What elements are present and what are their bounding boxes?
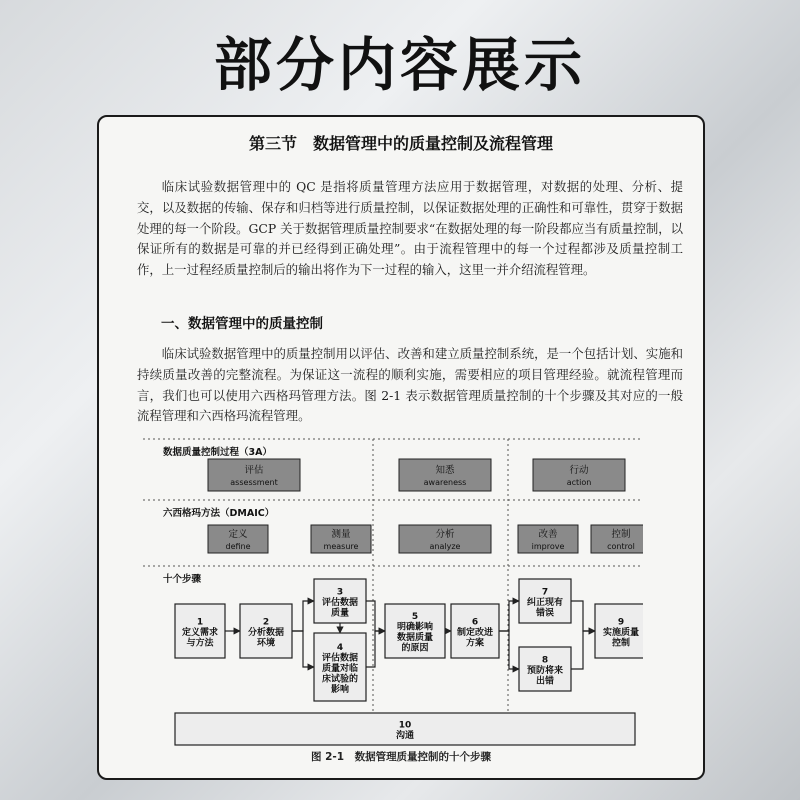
step-6-label: 制定改进 — [456, 627, 494, 638]
step-3-number: 3 — [336, 587, 344, 598]
box-3a-action-cn: 行动 — [569, 465, 589, 476]
step-9-label: 实施质量 — [602, 627, 640, 638]
row-label-dmaic: 六西格玛方法（DMAIC） — [163, 508, 275, 519]
box-3a-assessment-en: assessment — [230, 478, 278, 487]
figure-caption: 图 2-1 数据管理质量控制的十个步骤 — [310, 751, 492, 763]
box-dmaic-improve-cn: 改善 — [538, 529, 558, 540]
step-4-label: 评估数据 — [321, 653, 359, 664]
document-page — [97, 115, 705, 780]
box-dmaic-measure-cn: 测量 — [331, 529, 351, 540]
subheading: 一、数据管理中的质量控制 — [161, 316, 323, 332]
row-label-3a: 数据质量控制过程（3A） — [163, 447, 272, 458]
paragraph-intro: 临床试验数据管理中的 QC 是指将质量管理方法应用于数据管理，对数据的处理、分析、提交，以及数据的传输、保存和归档等进行质量控制，以保证数据处理的正确性和可靠性，贯穿于数据处理的每一个阶段。GCP 关于数据管理质量控制要求“在数据处理的每一阶段都应当有质量控制，以保证所有的数据是可靠的并已经得到正确处理”。由于流程管理中的每一个过程都涉及质量控制工作，上一过程经质量控制后的输出将作为下一过程的输入，这里一并介绍流程管理。 — [137, 179, 684, 278]
row-label-steps: 十个步骤 — [163, 574, 202, 585]
step-4-number: 4 — [336, 642, 344, 653]
box-3a-action-en: action — [566, 478, 592, 487]
box-dmaic-analyze-en: analyze — [429, 542, 461, 551]
step-2-label: 环境 — [256, 638, 276, 649]
step-10 — [175, 713, 635, 745]
box-3a-assessment-cn: 评估 — [244, 465, 264, 476]
step-3-label: 质量 — [330, 608, 350, 619]
step-7 — [519, 579, 571, 623]
step-9-number: 9 — [617, 617, 625, 628]
step-10-number: 10 — [398, 720, 412, 731]
box-dmaic-control-en: control — [607, 542, 635, 551]
row-3a-boxes — [208, 459, 625, 491]
box-3a-awareness-cn: 知悉 — [435, 465, 455, 476]
box-dmaic-control-cn: 控制 — [611, 529, 631, 540]
step-5-label: 明确影响 — [396, 622, 434, 633]
box-dmaic-measure-en: measure — [323, 542, 359, 551]
arrow-3-5 — [366, 601, 385, 631]
step-4-label: 床试验的 — [321, 674, 359, 685]
step-2-label: 分析数据 — [247, 627, 285, 638]
box-3a-awareness-en: awareness — [423, 478, 467, 487]
step-8-number: 8 — [541, 655, 549, 666]
step-1-number: 1 — [196, 617, 204, 628]
box-dmaic-improve-en: improve — [531, 542, 565, 551]
step-3-label: 评估数据 — [321, 597, 359, 608]
arrow-4-5 — [366, 631, 385, 667]
step-8-label: 预防将来 — [526, 665, 564, 676]
arrow-2-3 — [292, 601, 314, 631]
step-3 — [314, 579, 366, 623]
step-9 — [595, 604, 643, 658]
step-4-label: 影响 — [330, 684, 350, 695]
step-8-label: 出错 — [535, 676, 555, 687]
step-7-label: 纠正现有 — [526, 597, 564, 608]
step-5-label: 数据质量 — [396, 633, 434, 643]
step-6 — [451, 604, 499, 658]
arrow-6-7 — [499, 601, 519, 631]
step-4 — [314, 633, 366, 701]
step-1 — [175, 604, 225, 658]
row-dmaic-boxes — [208, 525, 643, 553]
banner-title: 部分内容展示 — [213, 31, 586, 99]
step-4-label: 质量对临 — [321, 663, 359, 674]
step-7-number: 7 — [541, 587, 549, 598]
step-1-label: 与方法 — [186, 638, 214, 649]
step-9-label: 控制 — [611, 638, 631, 649]
arrow-2-4 — [292, 631, 314, 667]
step-2 — [240, 604, 292, 658]
step-10-label: 沟通 — [395, 731, 415, 741]
step-1-label: 定义需求 — [181, 627, 219, 638]
step-5-label: 的原因 — [401, 643, 429, 654]
arrow-6-8 — [499, 631, 519, 669]
paragraph-qc: 临床试验数据管理中的质量控制用以评估、改善和建立质量控制系统，是一个包括计划、实施和持续质量改善的完整流程。为保证这一流程的顺利实施，需要相应的项目管理经验。就流程管理而言，我们也可以使用六西格玛管理方法。图 2-1 表示数据管理质量控制的十个步骤及其对应的一般流程管理和六西格玛流程管理。 — [137, 346, 683, 424]
box-dmaic-analyze-cn: 分析 — [435, 529, 455, 540]
step-7-label: 错误 — [535, 608, 555, 619]
steps-flow — [175, 579, 643, 745]
box-dmaic-define-en: define — [225, 542, 251, 551]
arrow-7-9 — [571, 601, 595, 631]
step-5 — [385, 604, 445, 658]
arrow-8-9 — [571, 631, 595, 669]
step-5-number: 5 — [411, 612, 419, 622]
step-8 — [519, 647, 571, 691]
box-dmaic-define-cn: 定义 — [228, 529, 248, 540]
step-2-number: 2 — [262, 617, 270, 628]
step-6-label: 方案 — [465, 638, 485, 649]
section-title: 第三节 数据管理中的质量控制及流程管理 — [248, 134, 553, 153]
step-6-number: 6 — [471, 617, 479, 628]
flow-figure — [143, 433, 643, 763]
